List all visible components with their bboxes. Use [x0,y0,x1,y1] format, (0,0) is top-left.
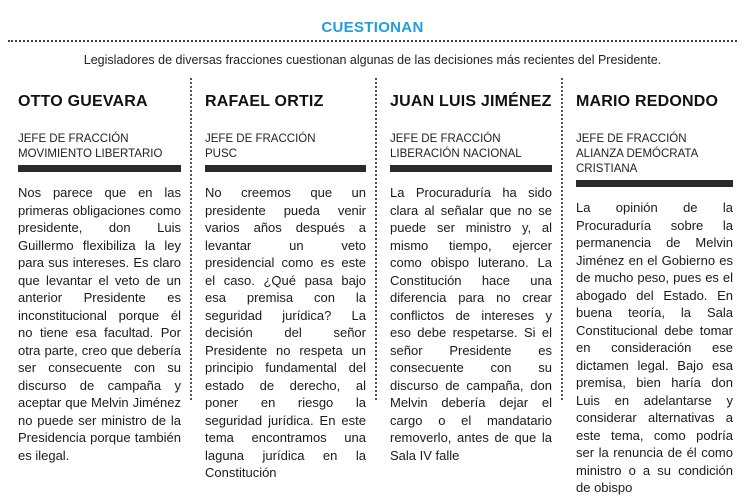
legislator-name: JUAN LUIS JIMÉNEZ [390,93,552,110]
legislator-name: MARIO REDONDO [576,93,719,110]
legislator-quote: La Procuraduría ha sido clara al señalar que no se puede ser ministro y, al mismo tiempo, ejercer como obispo luterano. La Constitución hace una diferencia para no crear conflictos de intereses y eso debe respetarse. Si el señor Presidente es consecuente con su discurso de campaña, don Melvin debería dejar el cargo o el mandatario removerlo, antes de que la Sala IV falle [390,185,552,463]
page-title: CUESTIONAN [321,19,424,36]
role-title: JEFE DE FRACCIÓN [576,133,687,145]
legislator-role [390,132,561,162]
legislator-role [18,132,190,162]
legislator-quote: No creemos que un presidente pueda venir varios años después a levantar un veto presidencial como es este el caso. ¿Qué pasa bajo esa premisa con la seguridad jurídica? La decisión del señor Presidente no respeta un principio fundamental del estado de derecho, al poner en riesgo la seguridad jurídica. En este tema encontramos una laguna jurídica en la Constitución [205,185,366,480]
separator-bar [205,165,366,172]
legislator-role [205,132,375,162]
dotted-divider [8,40,737,42]
legislator-name: RAFAEL ORTIZ [205,93,324,110]
separator-bar [576,180,733,187]
role-title: JEFE DE FRACCIÓN [390,133,501,145]
role-title: JEFE DE FRACCIÓN [18,133,129,145]
role-party: LIBERACIÓN NACIONAL [390,148,522,160]
opinion-columns [5,78,742,495]
legislator-role [576,132,742,177]
column-rafael-ortiz [192,78,377,480]
column-otto-guevara [5,78,192,463]
separator-bar [18,165,181,172]
legislator-name: OTTO GUEVARA [18,93,148,110]
legislator-quote: Nos parece que en las primeras obligaciones como presidente, don Luis Guillermo flexibiliza la ley para sus intereses. Es claro que levantar el veto de un anterior Presidente es inconstitucional porque él no tiene esa facultad. Por otra parte, creo que debería ser consecuente con su discurso de campaña y aceptar que Melvin Jiménez no puede ser ministro de la Presidencia porque también es ilegal. [18,185,181,463]
role-party: ALIANZA DEMÓCRATA CRISTIANA [576,148,698,175]
role-party: MOVIMIENTO LIBERTARIO [18,148,163,160]
separator-bar [390,165,552,172]
role-title: JEFE DE FRACCIÓN [205,133,316,145]
legislator-quote: La opinión de la Procuraduría sobre la permanencia de Melvin Jiménez en el Gobierno es de mucho peso, pues es el abogado del Estado. En buena teoría, la Sala Constitucional debe tomar en consideración ese dictamen legal. Bajo esa premisa, bien haría don Luis en adelantarse y considerar alternativas a este tema, como podría ser la renuncia de él como ministro o a su condición de obispo [576,200,733,495]
subtitle: Legisladores de diversas fracciones cuestionan algunas de las decisiones más recientes del Presidente. [83,53,662,67]
role-party: PUSC [205,148,237,160]
column-juan-luis-jimenez [377,78,563,463]
column-mario-redondo [563,78,742,495]
